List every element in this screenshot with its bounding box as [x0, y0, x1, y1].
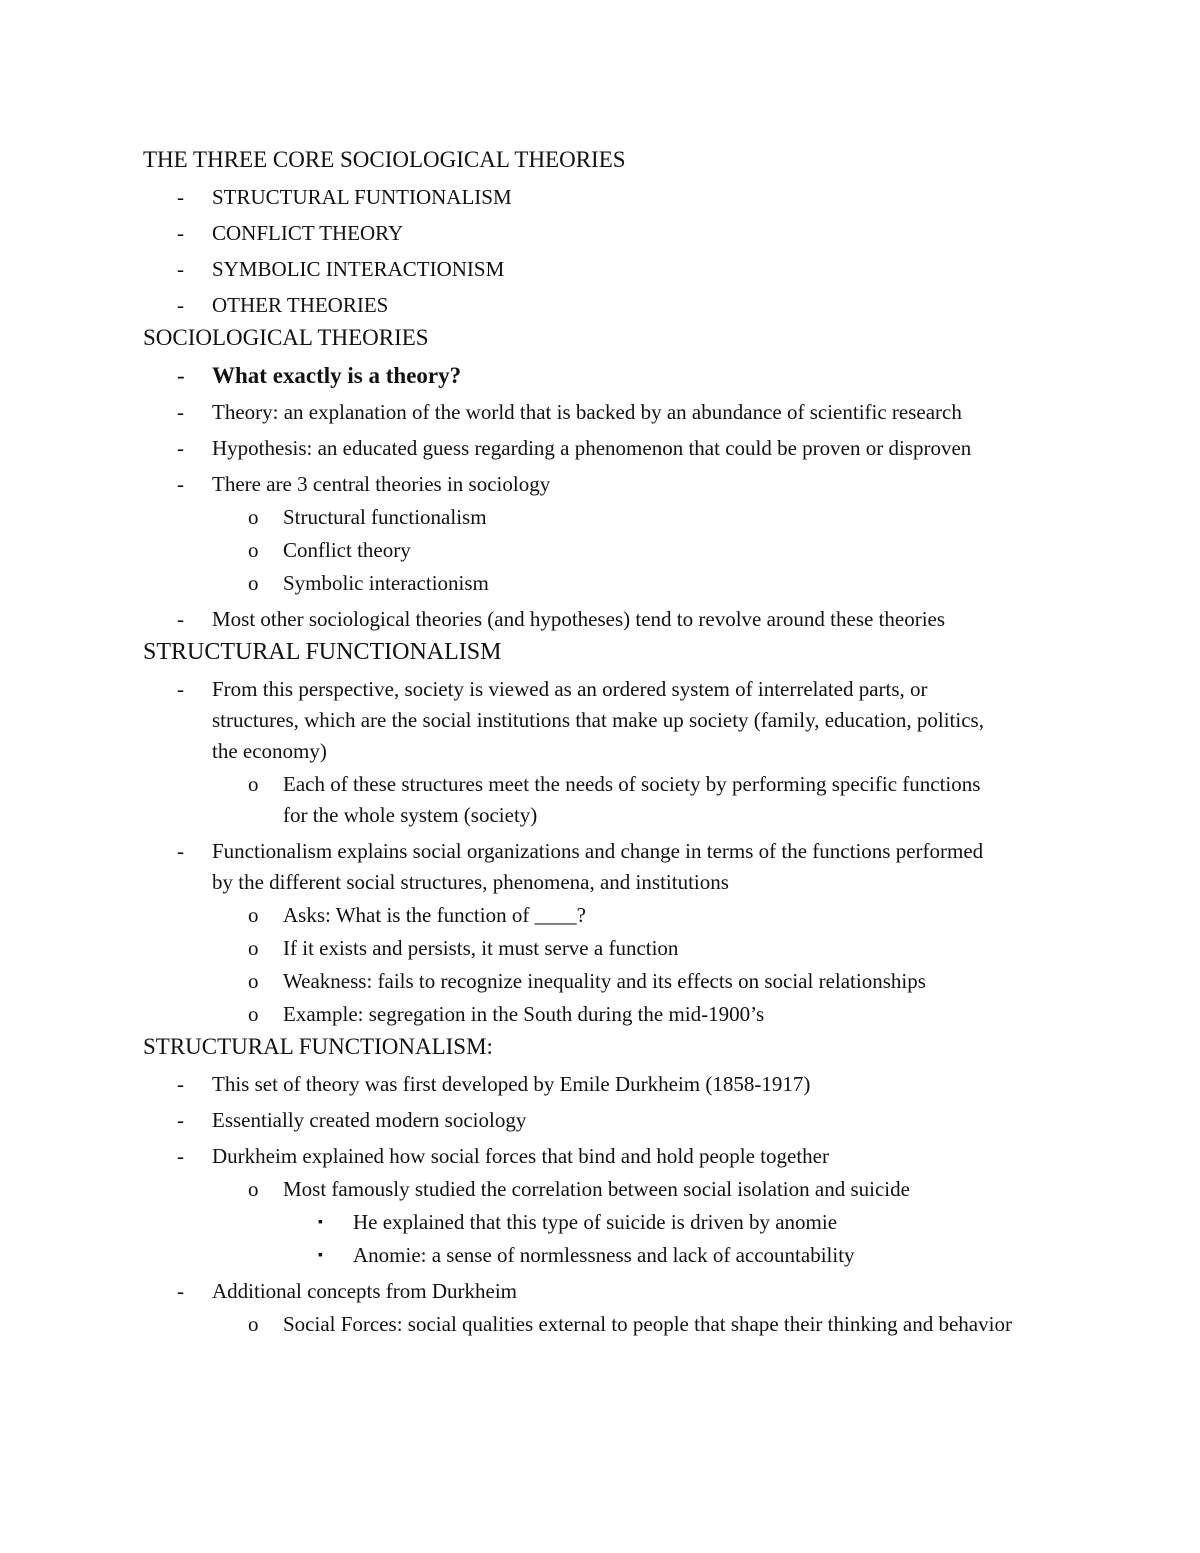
sub-list-item-text: Conflict theory: [283, 538, 411, 562]
dash-bullet: -: [177, 607, 184, 631]
sub-list-item-text: Example: segregation in the South during the mid-1900’s: [283, 1002, 765, 1026]
circle-bullet: o: [248, 936, 259, 960]
list-item-text: What exactly is a theory?: [212, 363, 462, 388]
list-item-text: Hypothesis: an educated guess regarding a phenomenon that could be proven or disproven: [212, 436, 972, 460]
dash-bullet: -: [177, 677, 184, 701]
list-item: [177, 182, 1083, 213]
document-content: [143, 143, 1083, 1340]
sub-sub-list-item: [318, 1240, 1083, 1271]
circle-bullet: o: [248, 505, 259, 529]
list-item: [177, 397, 1083, 428]
dash-bullet: -: [177, 1072, 184, 1096]
list-item: [177, 469, 1083, 500]
list-item: [177, 254, 1083, 285]
square-bullet: ▪: [318, 1248, 323, 1263]
section-heading: SOCIOLOGICAL THEORIES: [143, 325, 429, 350]
sub-list-item: [248, 999, 1083, 1030]
dash-bullet: -: [177, 1144, 184, 1168]
circle-bullet: o: [248, 903, 259, 927]
list-item-text: Functionalism explains social organizations and change in terms of the functions performed by the different social structures, phenomena, and institutions: [212, 839, 984, 894]
section-heading: THE THREE CORE SOCIOLOGICAL THEORIES: [143, 147, 626, 172]
sub-list-item-text: Weakness: fails to recognize inequality and its effects on social relationships: [283, 969, 926, 993]
sub-list-item-text: Each of these structures meet the needs of society by performing specific functions for the whole system (society): [283, 772, 981, 827]
sub-list-item-text: Social Forces: social qualities external to people that shape their thinking and behavior: [283, 1312, 1012, 1336]
dash-bullet: -: [177, 257, 184, 281]
sub-list-item: [248, 769, 1083, 831]
sub-sub-list-item-text: He explained that this type of suicide is driven by anomie: [353, 1210, 838, 1234]
section-heading: STRUCTURAL FUNCTIONALISM:: [143, 1034, 493, 1059]
list-item: [177, 1069, 1083, 1100]
list-item: [177, 836, 1083, 898]
list-item-text: OTHER THEORIES: [212, 293, 389, 317]
list-item: [177, 1276, 1083, 1307]
circle-bullet: o: [248, 538, 259, 562]
dash-bullet: -: [177, 436, 184, 460]
sub-list-item: [248, 568, 1083, 599]
sub-list-item: [248, 1174, 1083, 1205]
sub-list-item-text: Symbolic interactionism: [283, 571, 489, 595]
list-item-text: Essentially created modern sociology: [212, 1108, 527, 1132]
list-item: [177, 674, 1083, 767]
dash-bullet: -: [177, 400, 184, 424]
sub-list-item-text: Asks: What is the function of ____?: [283, 903, 586, 927]
sub-list-item: [248, 966, 1083, 997]
list-item-text: Theory: an explanation of the world that is backed by an abundance of scientific research: [212, 400, 962, 424]
circle-bullet: o: [248, 969, 259, 993]
sub-list-item-text: Structural functionalism: [283, 505, 487, 529]
sub-list-item: [248, 900, 1083, 931]
list-item: [177, 218, 1083, 249]
sub-list-item-text: Most famously studied the correlation between social isolation and suicide: [283, 1177, 910, 1201]
section-heading: STRUCTURAL FUNCTIONALISM: [143, 639, 502, 665]
list-item: [177, 433, 1083, 464]
circle-bullet: o: [248, 1002, 259, 1026]
list-item-text: Additional concepts from Durkheim: [212, 1279, 518, 1303]
list-item-text: From this perspective, society is viewed as an ordered system of interrelated parts, or structures, which are the social institutions that make up society (family, education, politics, the economy): [212, 677, 984, 763]
sub-sub-list-item-text: Anomie: a sense of normlessness and lack of accountability: [353, 1243, 855, 1267]
list-item-text: This set of theory was first developed by Emile Durkheim (1858-1917): [212, 1072, 811, 1096]
sub-list-item-text: If it exists and persists, it must serve a function: [283, 936, 679, 960]
list-item-text: There are 3 central theories in sociology: [212, 472, 551, 496]
sub-list-item: [248, 1309, 1083, 1340]
square-bullet: ▪: [318, 1215, 323, 1230]
list-item-text: SYMBOLIC INTERACTIONISM: [212, 257, 505, 281]
dash-bullet: -: [177, 293, 184, 317]
sub-list-item: [248, 933, 1083, 964]
circle-bullet: o: [248, 1312, 259, 1336]
dash-bullet: -: [177, 472, 184, 496]
dash-bullet: -: [177, 839, 184, 863]
list-item-text: CONFLICT THEORY: [212, 221, 404, 245]
sub-sub-list-item: [318, 1207, 1083, 1238]
circle-bullet: o: [248, 571, 259, 595]
circle-bullet: o: [248, 1177, 259, 1201]
list-item: [177, 604, 1083, 635]
list-item-text: STRUCTURAL FUNTIONALISM: [212, 185, 512, 209]
list-item: [177, 1141, 1083, 1172]
dash-bullet: -: [177, 185, 184, 209]
dash-bullet: -: [177, 1279, 184, 1303]
dash-bullet: -: [177, 363, 185, 388]
sub-list-item: [248, 535, 1083, 566]
list-item: [177, 290, 1083, 321]
list-item-text: Most other sociological theories (and hypotheses) tend to revolve around these theories: [212, 607, 946, 631]
list-item: [177, 360, 1083, 392]
list-item-text: Durkheim explained how social forces that bind and hold people together: [212, 1144, 829, 1168]
dash-bullet: -: [177, 1108, 184, 1132]
list-item: [177, 1105, 1083, 1136]
dash-bullet: -: [177, 221, 184, 245]
circle-bullet: o: [248, 772, 259, 796]
sub-list-item: [248, 502, 1083, 533]
